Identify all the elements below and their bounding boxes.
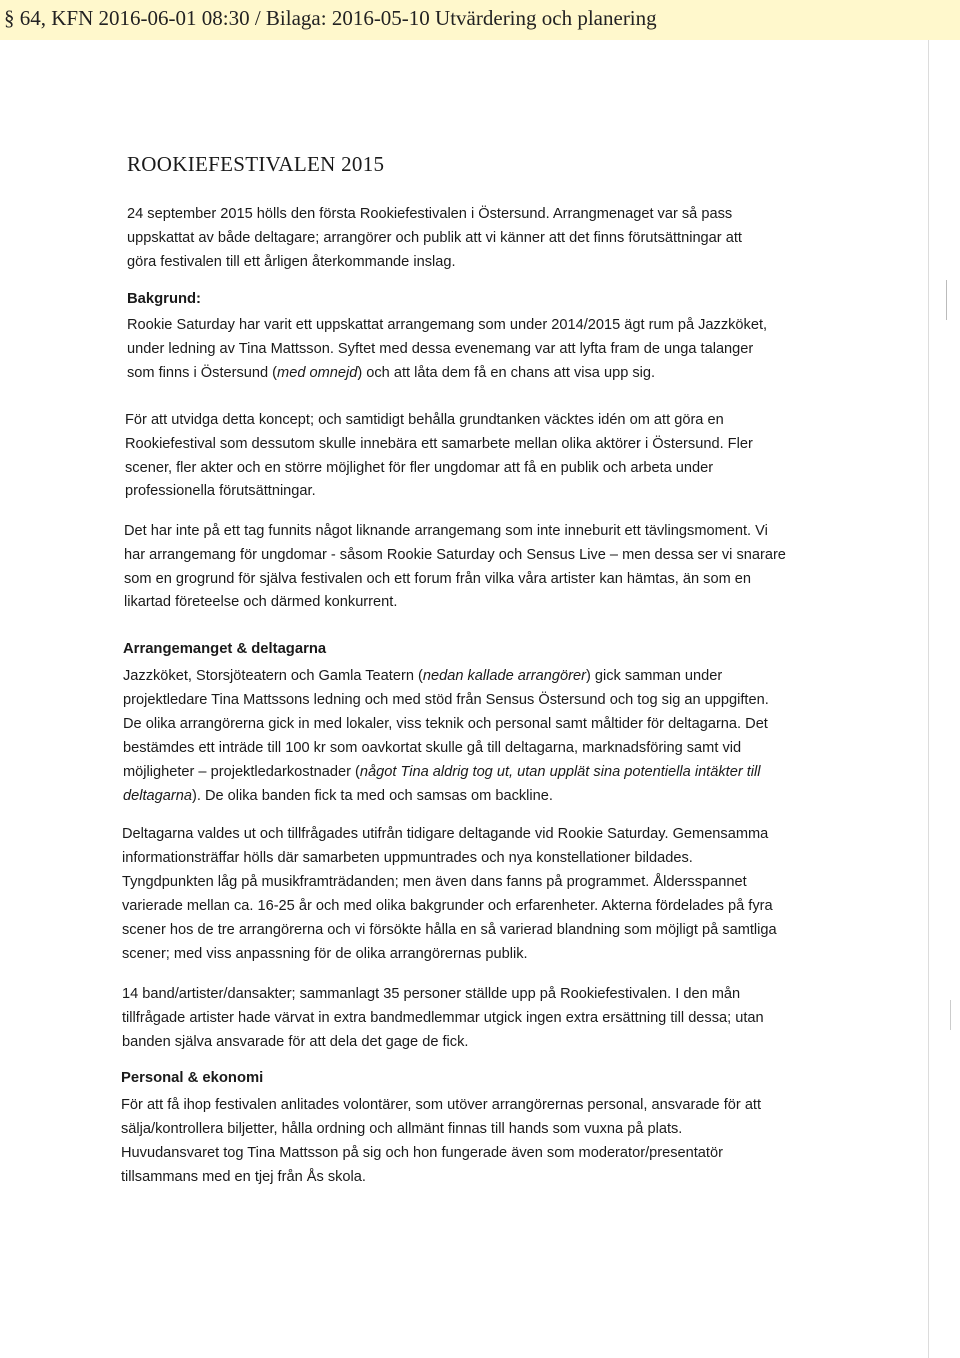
text-line: bestämdes ett inträde till 100 kr som oavkortat skulle gå till deltagarna, marknadsföring samt vid — [123, 740, 742, 756]
text-line: För att utvidga detta koncept; och samtidigt behålla grundtanken väcktes idén om att göra en — [125, 412, 724, 428]
text-line: uppskattat av både deltagare; arrangörer och publik att vi känner att det finns förutsättningar att — [127, 229, 742, 246]
text-line: som en grogrund för själva festivalen och ett forum från vilka våra artister kan hämtas, än som en — [124, 570, 752, 587]
text-line: Det har inte på ett tag funnits något liknande arrangemang som inte inneburit ett tävlingsmoment. Vi — [124, 523, 768, 539]
text-line: Huvudansvaret tog Tina Mattsson på sig och hon fungerade även som moderator/presentatör — [121, 1145, 723, 1161]
text-run: Jazzköket, Storsjöteatern och Gamla Teatern ( — [123, 668, 423, 684]
text-line: Tyngdpunkten låg på musikframträdanden; men även dans fanns på programmet. Åldersspannet — [122, 874, 747, 890]
text-line: 14 band/artister/dansakter; sammanlagt 35 personer ställde upp på Rookiefestivalen. I den mån — [122, 986, 741, 1002]
header-title: § 64, KFN 2016-06-01 08:30 / Bilaga: 2016-05-10 Utvärdering och planering — [4, 6, 657, 30]
text-line: Rookiefestival som dessutom skulle innebära ett samarbete mellan olika aktörer i Östersund. Fler — [125, 435, 753, 452]
text-run: ) gick samman under — [585, 668, 723, 684]
text-line: likartad företeelse och därmed konkurrent. — [124, 594, 398, 611]
text-line: Deltagarna valdes ut och tillfrågades utifrån tidigare deltagande vid Rookie Saturday. Gemensamma — [122, 826, 769, 842]
text-run: som finns i Östersund ( — [127, 364, 278, 381]
text-line: De olika arrangörerna gick in med lokaler, viss teknik och personal samt måltider för deltagarna. Det — [123, 716, 768, 732]
text-line — [123, 760, 769, 784]
italic-text-run: nedan kallade arrangörer — [422, 668, 586, 684]
competition-paragraph — [124, 520, 786, 615]
staff-paragraph — [121, 1093, 761, 1189]
participants-paragraph — [122, 822, 777, 966]
text-line: Rookie Saturday har varit ett uppskattat arrangemang som under 2014/2015 ägt rum på Jazzköket, — [127, 317, 768, 333]
text-run: ) och att låta dem få en chans att visa upp sig. — [357, 364, 656, 381]
text-line: informationsträffar hölls där samarbeten uppmuntrades och nya konstellationer bildades. — [122, 850, 693, 866]
italic-text-run: något Tina aldrig tog ut, utan upplät sina potentiella intäkter till — [359, 764, 761, 780]
background-paragraph — [127, 314, 767, 385]
italic-text-run: med omnejd — [277, 364, 358, 381]
text-line: tillfrågade artister hade värvat in extra bandmedlemmar utgick ingen extra ersättning till dessa; utan — [122, 1010, 764, 1026]
text-line: varierade mellan ca. 16-25 år och med olika bakgrunder och erfarenheter. Akterna fördelades på fyra — [122, 898, 773, 914]
text-line: professionella förutsättningar. — [125, 483, 316, 500]
text-line: har arrangemang för ungdomar - såsom Rookie Saturday och Sensus Live – men dessa ser vi snarare — [124, 546, 786, 563]
text-line: projektledare Tina Mattssons ledning och med stöd från Sensus Östersund och tog sig an uppgiften. — [123, 692, 769, 708]
text-line: göra festivalen till ett årligen återkommande inslag. — [127, 253, 456, 270]
text-line — [123, 664, 769, 688]
text-line: scener, fler akter och en större möjlighet för fler ungdomar att få en publik och arbeta under — [125, 459, 714, 476]
italic-text-run: deltagarna — [123, 788, 192, 804]
text-line: scener; med viss anpassning för de olika arrangörernas publik. — [122, 946, 528, 962]
text-line: scener hos de tre arrangörerna och vi försökte hålla en så varierad blandning som möjligt på samtliga — [122, 922, 777, 938]
text-line: sälja/kontrollera biljetter, hålla ordning och allmänt finnas till hands som vuxna på plats. — [121, 1121, 683, 1137]
intro-paragraph — [127, 203, 742, 274]
bands-paragraph — [122, 982, 764, 1054]
text-run: möjligheter – projektledarkostnader ( — [123, 764, 360, 780]
text-line — [127, 362, 767, 386]
arrangement-heading: Arrangemanget & deltagarna — [123, 641, 327, 657]
text-line — [123, 784, 769, 808]
text-line: tillsammans med en tjej från Ås skola. — [121, 1169, 366, 1185]
text-run: ). De olika banden fick ta med och samsas om backline. — [191, 788, 553, 804]
staff-heading: Personal & ekonomi — [121, 1070, 264, 1086]
text-line: För att få ihop festivalen anlitades volontärer, som utöver arrangörernas personal, ansvarade för att — [121, 1097, 762, 1113]
background-heading: Bakgrund: — [127, 291, 201, 307]
concept-paragraph — [125, 409, 753, 504]
text-line: under ledning av Tina Mattsson. Syftet med dessa evenemang var att lyfta fram de unga talanger — [127, 340, 754, 357]
text-line: banden själva ansvarade för att dela det gage de fick. — [122, 1034, 469, 1050]
document-title: ROOKIEFESTIVALEN 2015 — [127, 152, 385, 176]
text-line: 24 september 2015 hölls den första Rookiefestivalen i Östersund. Arrangmenaget var så pass — [127, 206, 733, 222]
arrangement-paragraph — [123, 664, 769, 808]
